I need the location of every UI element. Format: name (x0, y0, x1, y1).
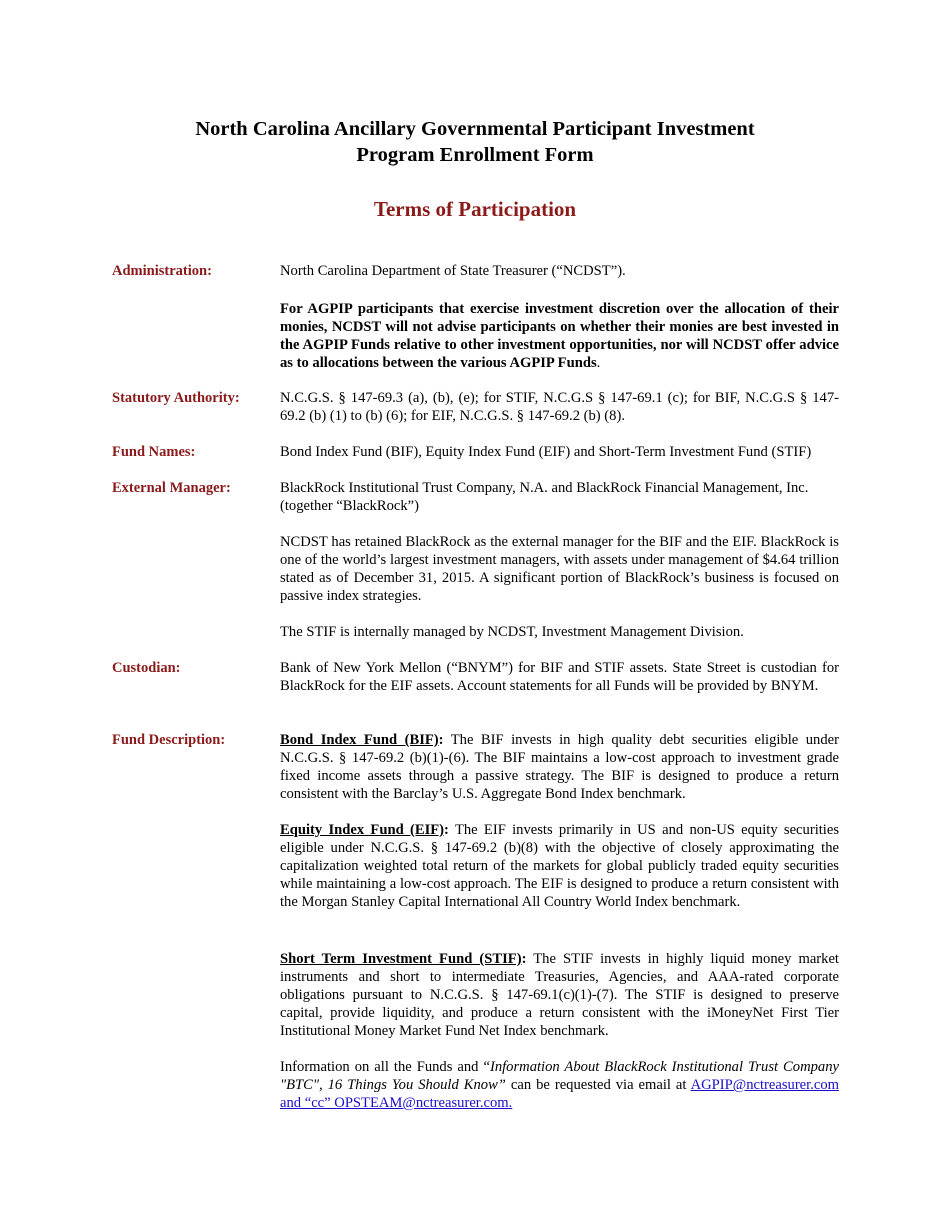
stif-heading-colon: : (521, 951, 527, 967)
page-title (0, 116, 950, 168)
bif-heading: Bond Index Fund (BIF) (280, 732, 439, 748)
statutory-text: N.C.G.S. § 147-69.3 (a), (b), (e); for STIF, N.C.G.S § 147-69.1 (c); for BIF, N.C.G.S § 147-69.2 (b) (1) to (b) (6); for EIF, N.C.G.S. § 147-69.2 (b) (8). (280, 390, 839, 424)
administration-text: North Carolina Department of State Treasurer (“NCDST”). (280, 263, 626, 279)
statutory-body (280, 389, 839, 425)
bif-heading-colon: : (438, 732, 444, 748)
funds-information (280, 1058, 839, 1112)
section-subtitle: Terms of Participation (373, 197, 577, 221)
administration-disclaimer-text: For AGPIP participants that exercise investment discretion over the allocation of their monies, NCDST will not advise participants on whether their monies are best invested in the AGPIP Funds relative to other investment opportunities, nor will NCDST offer advice as to allocations between the various AGPIP Funds (280, 301, 839, 371)
external-manager-retained (280, 533, 839, 605)
stif-description (280, 950, 839, 1040)
info-text-middle: can be requested via email at (505, 1077, 691, 1093)
administration-disclaimer-period: . (596, 355, 601, 371)
external-manager-stif-text: The STIF is internally managed by NCDST, Investment Management Division. (280, 624, 744, 640)
custodian-label: Custodian: (112, 660, 181, 676)
fund-names-label: Fund Names: (112, 444, 196, 460)
administration-body (280, 262, 839, 280)
eif-heading-colon: : (444, 822, 449, 838)
info-text-start: Information on all the Funds and “ (280, 1059, 490, 1075)
stif-heading: Short Term Investment Fund (STIF) (280, 951, 522, 967)
stif-text: The STIF invests in highly liquid money market instruments and short to intermediate Treasuries, Agencies, and AAA-rated corporate obligations pursuant to N.C.G.S. § 147-69.1(c)(1)-(7). The STIF is designed to preserve capital, provide liquidity, and produce a return consistent with the iMoneyNet First Tier Institutional Money Market Fund Net Index benchmark. (280, 951, 839, 1039)
email-link[interactable]: AGPIP@nctreasurer.com and “cc” OPSTEAM@nctreasurer.com. (280, 1077, 839, 1111)
eif-text: The EIF invests primarily in US and non-US equity securities eligible under N.C.G.S. § 147-69.2 (b)(8) with the objective of closely approximating the capitalization weighted total return of the markets for global publicly traded equity securities while maintaining a low-cost approach. The EIF is designed to produce a return consistent with the Morgan Stanley Capital International All Country World Index benchmark. (280, 822, 840, 910)
external-manager-text: BlackRock Institutional Trust Company, N.A. and BlackRock Financial Management, Inc. (together “BlackRock”) (280, 480, 809, 514)
bif-text: The BIF invests in high quality debt securities eligible under N.C.G.S. § 147-69.2 (b)(1)-(6). The BIF maintains a low-cost approach to investment grade fixed income assets through a passive strategy. The BIF is designed to produce a return consistent with the Barclay’s U.S. Aggregate Bond Index benchmark. (280, 732, 839, 802)
custodian-text: Bank of New York Mellon (“BNYM”) for BIF and STIF assets. State Street is custodian for BlackRock for the EIF assets. Account statements for all Funds will be provided by BNYM. (280, 660, 839, 694)
statutory-label: Statutory Authority: (112, 390, 240, 406)
fund-description-label: Fund Description: (112, 732, 226, 748)
external-manager-body (280, 479, 825, 515)
administration-label: Administration: (112, 263, 212, 279)
fund-names-body (280, 443, 839, 461)
title-line-2: Program Enrollment Form (356, 144, 594, 166)
external-manager-label: External Manager: (112, 480, 231, 496)
external-manager-stif (280, 623, 839, 641)
external-manager-retained-text: NCDST has retained BlackRock as the external manager for the BIF and the EIF. BlackRock is one of the world’s largest investment managers, with assets under management of $4.64 trillion stated as of December 31, 2015. A significant portion of BlackRock’s business is focused on passive index strategies. (280, 534, 839, 604)
fund-names-text: Bond Index Fund (BIF), Equity Index Fund (EIF) and Short-Term Investment Fund (STIF) (280, 444, 812, 460)
custodian-body (280, 659, 839, 695)
bif-description (280, 731, 839, 803)
eif-heading: Equity Index Fund (EIF) (280, 822, 445, 838)
administration-disclaimer (280, 300, 839, 372)
info-document-title: Information About BlackRock Institutional Trust Company "BTC", 16 Things You Should Know” (280, 1059, 839, 1093)
title-line-1: North Carolina Ancillary Governmental Participant Investment (195, 118, 755, 140)
eif-description (280, 821, 839, 911)
